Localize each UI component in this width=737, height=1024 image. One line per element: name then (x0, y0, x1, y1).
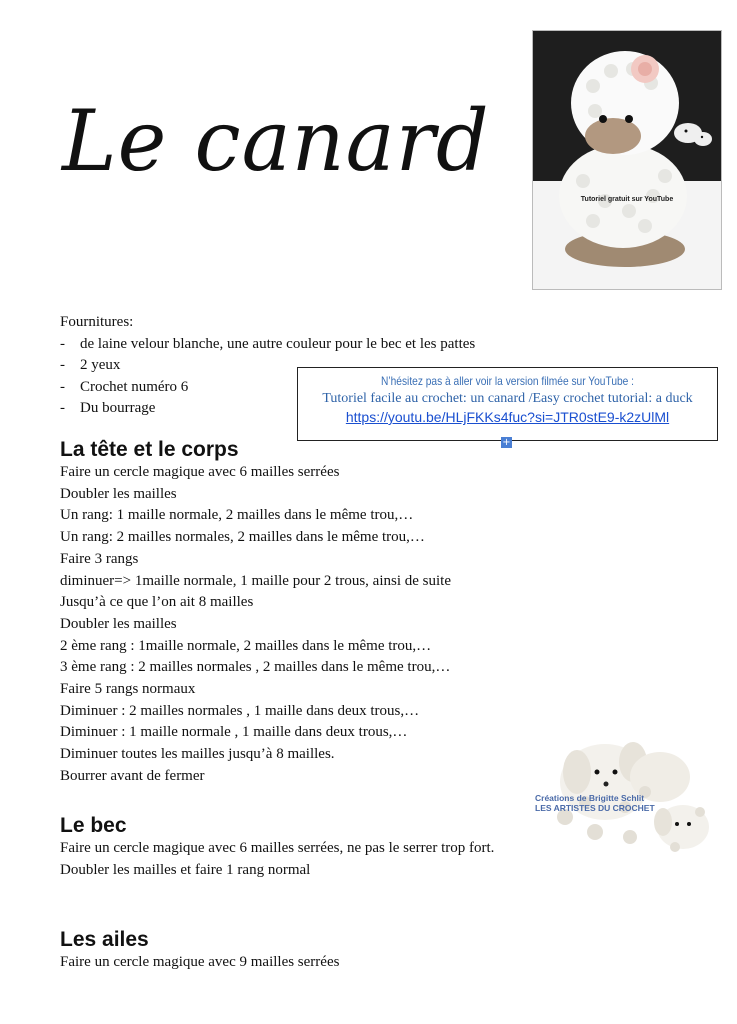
dogs-caption (535, 793, 655, 813)
section-head-body (60, 438, 451, 788)
supply-item: - Crochet numéro 6 (60, 377, 475, 399)
youtube-video-title: Tutoriel facile au crochet: un canard /Easy crochet tutorial: a duck (322, 391, 693, 406)
instruction-line: Faire un cercle magique avec 9 mailles serrées (60, 954, 340, 970)
youtube-note-box (297, 367, 718, 441)
instruction-line: Doubler les mailles et faire 1 rang normal (60, 861, 311, 878)
plus-icon[interactable]: + (502, 437, 511, 448)
instruction-line: Faire 3 rangs (60, 550, 139, 567)
youtube-link[interactable]: https://youtu.be/HLjFKKs4fuc?si=JTR0stE9-k2zUlMl (345, 409, 670, 425)
duck-illustration (533, 31, 721, 289)
section-wings (60, 928, 339, 974)
dogs-illustration (535, 722, 715, 862)
instruction-line: Diminuer toutes les mailles jusqu’à 8 mailles. (60, 746, 335, 763)
dogs-caption-brand: LES ARTISTES DU CROCHET (535, 803, 655, 813)
instruction-lines (60, 462, 451, 788)
instruction-line: Diminuer : 2 mailles normales , 1 maille dans deux trous,… (60, 702, 420, 719)
duck-photo (532, 30, 722, 290)
dogs-photo (535, 722, 715, 862)
supply-item: - Du bourrage (60, 398, 475, 420)
instruction-line: 2 ème rang : 1maille normale, 2 mailles dans le même trou,… (60, 637, 432, 654)
supplies-heading: Fournitures: (60, 314, 134, 330)
instruction-line: Bourrer avant de fermer (60, 767, 205, 784)
photo-caption: Tutoriel gratuit sur YouTube (580, 196, 674, 203)
section-heading: Les ailes (60, 928, 149, 951)
supply-item: - de laine velour blanche, une autre couleur pour le bec et les pattes (60, 334, 475, 356)
instruction-line: Doubler les mailles (60, 615, 177, 632)
section-heading: Le bec (60, 814, 127, 837)
youtube-note-intro: N’hésitez pas à aller voir la version filmée sur YouTube : (380, 374, 635, 388)
section-heading: La tête et le corps (60, 438, 239, 461)
instruction-line: Diminuer : 1 maille normale , 1 maille dans deux trous,… (60, 724, 408, 741)
supply-item: - 2 yeux (60, 355, 475, 377)
instruction-line: Un rang: 2 mailles normales, 2 mailles dans le même trou,… (60, 529, 425, 546)
instruction-lines (60, 838, 530, 881)
instruction-line: Jusqu’à ce que l’on ait 8 mailles (60, 594, 254, 611)
instruction-line: Faire un cercle magique avec 6 mailles serrées, ne pas le serrer trop fort. (60, 840, 495, 856)
instruction-line: Un rang: 1 maille normale, 2 mailles dans le même trou,… (60, 507, 414, 524)
instruction-line: diminuer=> 1maille normale, 1 maille pour 2 trous, ainsi de suite (60, 572, 452, 589)
section-beak (60, 814, 530, 881)
instruction-lines (60, 952, 339, 974)
instruction-line: 3 ème rang : 2 mailles normales , 2 mailles dans le même trou,… (60, 659, 451, 676)
page-title: Le canard (62, 92, 490, 190)
instruction-line: Doubler les mailles (60, 485, 177, 502)
dogs-caption-author: Créations de Brigitte Schlit (535, 793, 645, 803)
instruction-line: Faire 5 rangs normaux (60, 681, 196, 698)
instruction-line: Faire un cercle magique avec 6 mailles serrées (60, 464, 340, 480)
